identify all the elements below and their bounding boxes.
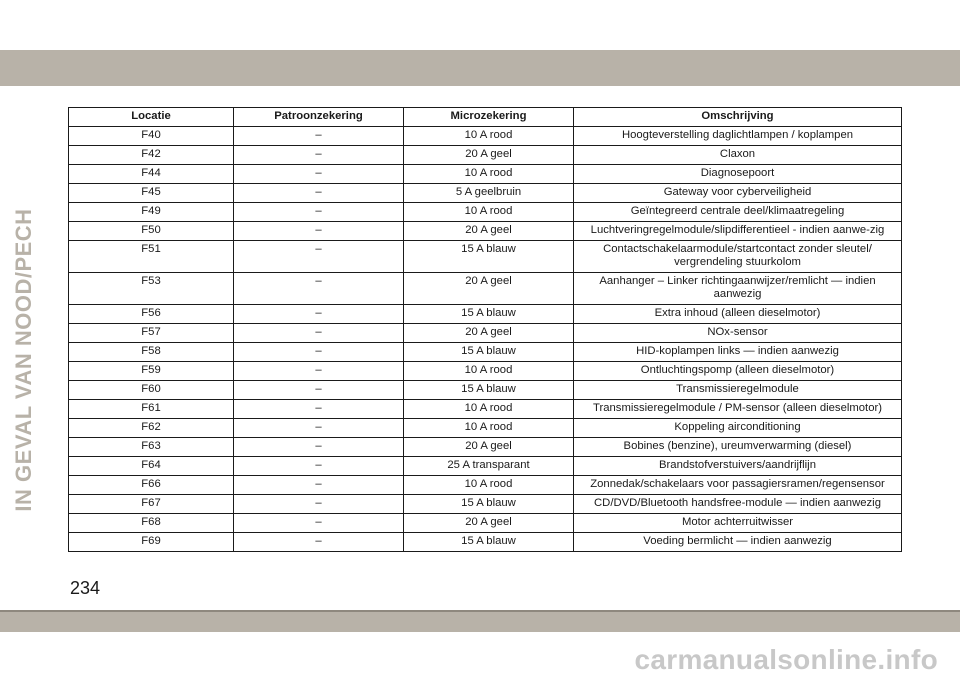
cell-omschrijving: Hoogteverstelling daglichtlampen / koplampen [574, 127, 902, 146]
cell-microzekering: 20 A geel [404, 438, 574, 457]
cell-locatie: F59 [69, 362, 234, 381]
table-row [69, 381, 902, 400]
cell-omschrijving: CD/DVD/Bluetooth handsfree-module — indien aanwezig [574, 495, 902, 514]
cell-locatie: F67 [69, 495, 234, 514]
cell-microzekering: 25 A transparant [404, 457, 574, 476]
column-header-microzekering: Microzekering [404, 108, 574, 127]
cell-patroonzekering: – [234, 438, 404, 457]
cell-locatie: F68 [69, 514, 234, 533]
cell-microzekering: 20 A geel [404, 222, 574, 241]
cell-omschrijving: Transmissieregelmodule / PM-sensor (alleen dieselmotor) [574, 400, 902, 419]
cell-omschrijving: Diagnosepoort [574, 165, 902, 184]
cell-microzekering: 15 A blauw [404, 495, 574, 514]
cell-omschrijving: Transmissieregelmodule [574, 381, 902, 400]
cell-locatie: F69 [69, 533, 234, 552]
cell-omschrijving: Ontluchtingspomp (alleen dieselmotor) [574, 362, 902, 381]
cell-patroonzekering: – [234, 362, 404, 381]
table-row [69, 127, 902, 146]
cell-omschrijving: Motor achterruitwisser [574, 514, 902, 533]
cell-patroonzekering: – [234, 495, 404, 514]
table-row [69, 457, 902, 476]
cell-microzekering: 20 A geel [404, 324, 574, 343]
cell-locatie: F51 [69, 241, 234, 273]
table-header-row [69, 108, 902, 127]
cell-omschrijving: Voeding bermlicht — indien aanwezig [574, 533, 902, 552]
watermark: carmanualsonline.info [634, 644, 938, 675]
cell-patroonzekering: – [234, 146, 404, 165]
cell-patroonzekering: – [234, 476, 404, 495]
table-row [69, 184, 902, 203]
cell-omschrijving: Extra inhoud (alleen dieselmotor) [574, 305, 902, 324]
cell-patroonzekering: – [234, 400, 404, 419]
column-header-omschrijving: Omschrijving [574, 108, 902, 127]
table-row [69, 362, 902, 381]
table-row [69, 476, 902, 495]
cell-omschrijving: Aanhanger – Linker richtingaanwijzer/remlicht — indien aanwezig [574, 273, 902, 305]
cell-microzekering: 15 A blauw [404, 533, 574, 552]
cell-omschrijving: Contactschakelaarmodule/startcontact zonder sleutel/ vergrendeling stuurkolom [574, 241, 902, 273]
table-row [69, 165, 902, 184]
cell-microzekering: 10 A rood [404, 419, 574, 438]
table-row [69, 222, 902, 241]
table-row [69, 324, 902, 343]
fuse-table [68, 107, 902, 552]
cell-microzekering: 10 A rood [404, 476, 574, 495]
cell-microzekering: 15 A blauw [404, 305, 574, 324]
cell-microzekering: 15 A blauw [404, 343, 574, 362]
cell-microzekering: 5 A geelbruin [404, 184, 574, 203]
cell-patroonzekering: – [234, 324, 404, 343]
table-row [69, 241, 902, 273]
cell-locatie: F61 [69, 400, 234, 419]
cell-microzekering: 10 A rood [404, 203, 574, 222]
table-row [69, 146, 902, 165]
header-bar [0, 50, 960, 86]
cell-patroonzekering: – [234, 381, 404, 400]
cell-locatie: F44 [69, 165, 234, 184]
cell-locatie: F53 [69, 273, 234, 305]
cell-microzekering: 10 A rood [404, 165, 574, 184]
table-body [69, 127, 902, 552]
cell-microzekering: 20 A geel [404, 146, 574, 165]
table-row [69, 400, 902, 419]
table-row [69, 343, 902, 362]
cell-locatie: F64 [69, 457, 234, 476]
cell-locatie: F62 [69, 419, 234, 438]
table-row [69, 514, 902, 533]
cell-locatie: F42 [69, 146, 234, 165]
cell-patroonzekering: – [234, 305, 404, 324]
table-row [69, 495, 902, 514]
cell-microzekering: 10 A rood [404, 400, 574, 419]
cell-locatie: F50 [69, 222, 234, 241]
cell-omschrijving: NOx-sensor [574, 324, 902, 343]
cell-microzekering: 20 A geel [404, 514, 574, 533]
cell-omschrijving: Geïntegreerd centrale deel/klimaatregeling [574, 203, 902, 222]
cell-patroonzekering: – [234, 184, 404, 203]
table-row [69, 305, 902, 324]
cell-locatie: F56 [69, 305, 234, 324]
cell-patroonzekering: – [234, 457, 404, 476]
cell-patroonzekering: – [234, 514, 404, 533]
cell-locatie: F45 [69, 184, 234, 203]
cell-omschrijving: HID-koplampen links — indien aanwezig [574, 343, 902, 362]
table-row [69, 438, 902, 457]
cell-locatie: F66 [69, 476, 234, 495]
column-header-patroonzekering: Patroonzekering [234, 108, 404, 127]
cell-microzekering: 10 A rood [404, 127, 574, 146]
cell-omschrijving: Brandstofverstuivers/aandrijflijn [574, 457, 902, 476]
top-margin [0, 0, 960, 50]
table-row [69, 273, 902, 305]
cell-locatie: F57 [69, 324, 234, 343]
cell-locatie: F60 [69, 381, 234, 400]
cell-omschrijving: Gateway voor cyberveiligheid [574, 184, 902, 203]
cell-patroonzekering: – [234, 165, 404, 184]
cell-locatie: F63 [69, 438, 234, 457]
cell-patroonzekering: – [234, 533, 404, 552]
table-row [69, 203, 902, 222]
cell-patroonzekering: – [234, 203, 404, 222]
cell-patroonzekering: – [234, 419, 404, 438]
cell-omschrijving: Zonnedak/schakelaars voor passagiersramen/regensensor [574, 476, 902, 495]
section-side-label: IN GEVAL VAN NOOD/PECH [11, 208, 36, 512]
cell-patroonzekering: – [234, 343, 404, 362]
cell-omschrijving: Claxon [574, 146, 902, 165]
cell-microzekering: 15 A blauw [404, 381, 574, 400]
cell-omschrijving: Koppeling airconditioning [574, 419, 902, 438]
cell-microzekering: 10 A rood [404, 362, 574, 381]
table-row [69, 533, 902, 552]
cell-microzekering: 15 A blauw [404, 241, 574, 273]
cell-patroonzekering: – [234, 241, 404, 273]
fuse-table-container [68, 107, 901, 552]
cell-omschrijving: Luchtveringregelmodule/slipdifferentieel - indien aanwe-zig [574, 222, 902, 241]
cell-patroonzekering: – [234, 222, 404, 241]
cell-microzekering: 20 A geel [404, 273, 574, 305]
table-row [69, 419, 902, 438]
cell-locatie: F58 [69, 343, 234, 362]
cell-locatie: F40 [69, 127, 234, 146]
column-header-locatie: Locatie [69, 108, 234, 127]
footer-bar [0, 610, 960, 632]
page-number: 234 [70, 578, 101, 598]
cell-omschrijving: Bobines (benzine), ureumverwarming (diesel) [574, 438, 902, 457]
cell-locatie: F49 [69, 203, 234, 222]
cell-patroonzekering: – [234, 273, 404, 305]
cell-patroonzekering: – [234, 127, 404, 146]
